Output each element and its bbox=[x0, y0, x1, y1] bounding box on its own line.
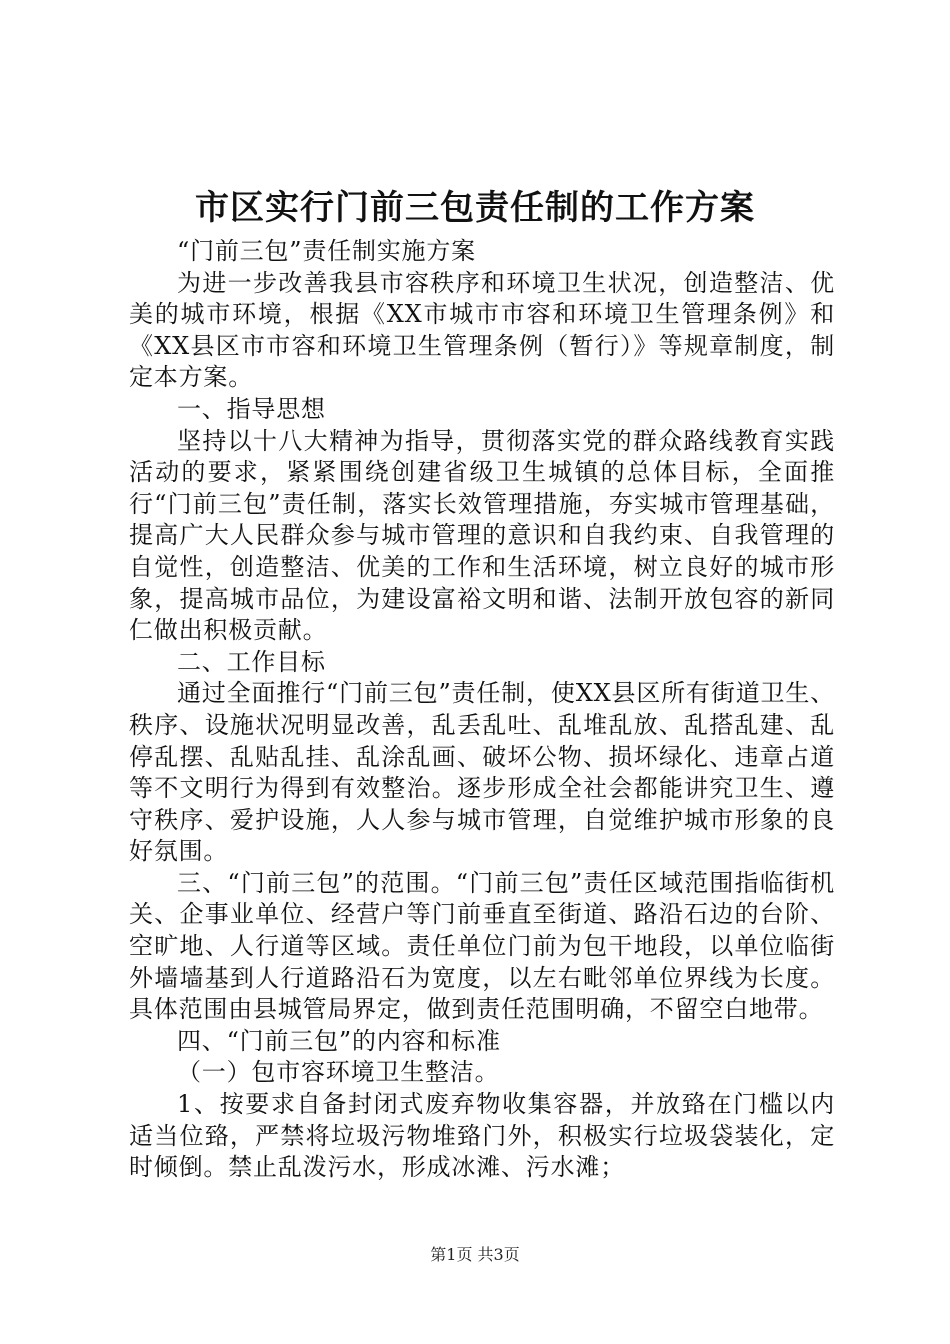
paragraph-work-goals: 通过全面推行“门前三包”责任制，使XX县区所有街道卫生、秩序、设施状况明显改善，乱丢乱吐、乱堆乱放、乱搭乱建、乱停乱摆、乱贴乱挂、乱涂乱画、破坏公物、损坏绿化、违章占道等不文明行为得到有效整治。逐步形成全社会都能讲究卫生、遵守秩序、爱护设施，人人参与城市管理，自觉维护城市形象的良好氛围。 bbox=[129, 679, 835, 866]
paragraph-subtitle: “门前三包”责任制实施方案 bbox=[177, 237, 476, 265]
section-heading-guiding-ideology: 一、指导思想 bbox=[177, 394, 326, 423]
paragraph-item-1: 1、按要求自备封闭式废弃物收集容器，并放臵在门槛以内适当位臵，严禁将垃圾污物堆臵门外，积极实行垃圾袋装化，定时倾倒。禁止乱泼污水，形成冰滩、污水滩； bbox=[129, 1090, 835, 1182]
paragraph-guiding-ideology: 坚持以十八大精神为指导，贯彻落实党的群众路线教育实践活动的要求，紧紧围绕创建省级卫生城镇的总体目标，全面推行“门前三包”责任制，落实长效管理措施，夯实城市管理基础，提高广大人民群众参与城市管理的意识和自我约束、自我管理的自觉性，创造整洁、优美的工作和生活环境，树立良好的城市形象，提高城市品位，为建设富裕文明和谐、法制开放包容的新同仁做出积极贡献。 bbox=[129, 426, 835, 645]
document-title: 市区实行门前三包责任制的工作方案 bbox=[195, 188, 755, 228]
subsection-heading-sanitation: （一）包市容环境卫生整洁。 bbox=[177, 1058, 500, 1087]
document-body bbox=[129, 236, 835, 1184]
paragraph-scope: 三、“门前三包”的范围。“门前三包”责任区域范围指临街机关、企事业单位、经营户等门前垂直至街道、路沿石边的台阶、空旷地、人行道等区域。责任单位门前为包干地段，以单位临街外墙墙基到人行道路沿石为宽度，以左右毗邻单位界线为长度。具体范围由县城管局界定，做到责任范围明确，不留空白地带。 bbox=[129, 868, 835, 1024]
paragraph-intro: 为进一步改善我县市容秩序和环境卫生状况，创造整洁、优美的城市环境，根据《XX市城市市容和环境卫生管理条例》和《XX县区市市容和环境卫生管理条例（暂行）》等规章制度，制定本方案。 bbox=[129, 268, 835, 392]
section-heading-content-standards: 四、“门前三包”的内容和标准 bbox=[177, 1026, 501, 1055]
page-number-footer: 第1页 共3页 bbox=[430, 1245, 520, 1264]
section-heading-work-goals: 二、工作目标 bbox=[177, 647, 326, 676]
